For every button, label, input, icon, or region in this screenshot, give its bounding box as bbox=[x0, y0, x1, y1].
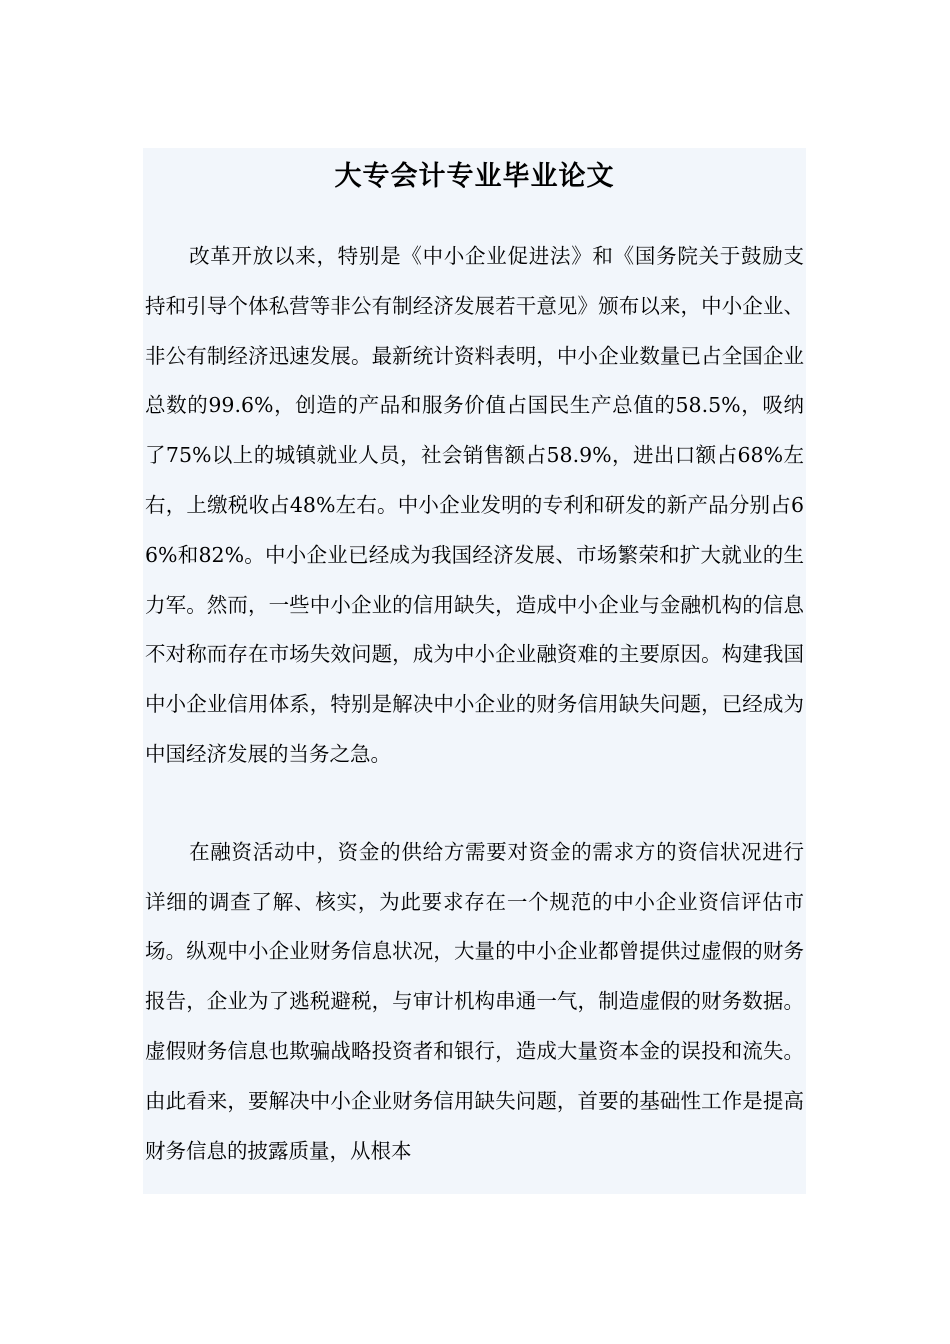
document-body bbox=[143, 148, 806, 1194]
paragraph-2: 在融资活动中，资金的供给方需要对资金的需求方的资信状况进行详细的调查了解、核实，为此要求存在一个规范的中小企业资信评估市场。纵观中小企业财务信息状况，大量的中小企业都曾提供过虚假的财务报告，企业为了逃税避税，与审计机构串通一气，制造虚假的财务数据。虚假财务信息也欺骗战略投资者和银行，造成大量资本金的误投和流失。由此看来，要解决中小企业财务信用缺失问题，首要的基础性工作是提高财务信息的披露质量，从根本 bbox=[145, 839, 804, 1163]
paragraph-1: 改革开放以来，特别是《中小企业促进法》和《国务院关于鼓励支持和引导个体私营等非公有制经济发展若干意见》颁布以来，中小企业、非公有制经济迅速发展。最新统计资料表明，中小企业数量已占全国企业总数的99.6%，创造的产品和服务价值占国民生产总值的58.5%，吸纳了75%以上的城镇就业人员，社会销售额占58.9%，进出口额占68%左右，上缴税收占48%左右。中小企业发明的专利和研发的新产品分别占66%和82%。中小企业已经成为我国经济发展、市场繁荣和扩大就业的生力军。然而，一些中小企业的信用缺失，造成中小企业与金融机构的信息不对称而存在市场失效问题，成为中小企业融资难的主要原因。构建我国中小企业信用体系，特别是解决中小企业的财务信用缺失问题，已经成为中国经济发展的当务之急。 bbox=[145, 244, 804, 766]
document-title: 大专会计专业毕业论文 bbox=[334, 161, 615, 192]
